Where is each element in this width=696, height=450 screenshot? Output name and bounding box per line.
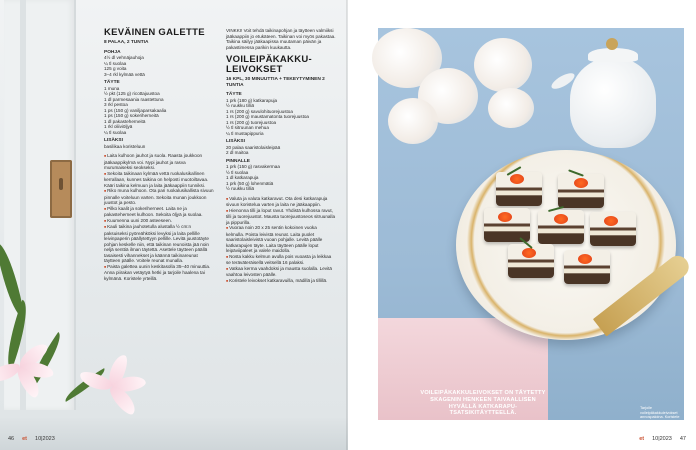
- magazine-brand: et: [22, 436, 28, 442]
- photo-caption: VOILEIPÄKAKKULEIVOKSET ON TÄYTETTY SKAGENIN HENKEEN TAIVAALLISEN HYVÄLLÄ KATKARAPU-TSATSIKITÄYTTEELLÄ.: [420, 390, 546, 417]
- section-heading-tayte: TÄYTE: [104, 80, 120, 85]
- recipe-meta: 16 KPL, 30 MINUUTTIA + TEKEYTYMINEN 2 TUNTIA: [226, 77, 325, 88]
- fish-roe-topping: [574, 178, 588, 188]
- issue-number: 10|2023: [35, 436, 55, 442]
- recipe-step: ■ Laita kulhoon jauhot ja suola. Raasta joukkoon jääkaappikylmä voi. Nypi jauhot ja rasva murumaiseksi seokseksi.: [104, 153, 214, 171]
- recipe-step: ■ Riko muna kulhoon. Ota pari ruokalusikallista sivuun pinnalle voiteluun varten. Sekoita munan joukkoon juustot ja pesto.: [104, 188, 214, 206]
- section-heading-tayte: TÄYTE: [226, 92, 242, 97]
- food-photo: [378, 28, 684, 433]
- page-number: 47: [679, 436, 686, 442]
- recipe-column-galette: [104, 28, 214, 281]
- recipe-step: ■ Vatkaa kerma vaahdoksi ja mausta suolalla. Levitä vaahtoa leivosten päälle.: [226, 266, 336, 278]
- page-number: 46: [8, 436, 15, 442]
- flower-icon: [474, 38, 532, 92]
- recipe-column-voileipakakku: [226, 28, 336, 284]
- recipe-step: ■ Paista galettea uunin keskitasolla 35–40 minuuttia. Anna piirakan vetäytyä hetki ja tarjoile haalena tai kylmänä. Koristele yrteillä.: [104, 264, 214, 282]
- door-hinge: [50, 160, 72, 218]
- fish-roe-topping: [510, 174, 524, 184]
- recipe-text-area: [104, 28, 340, 418]
- flower-icon: [388, 98, 438, 144]
- teapot-icon: [570, 58, 656, 148]
- teapot-knob: [606, 38, 618, 50]
- recipe-step: ■ Nosta kakku kelmun avulla pois vuoasta ja leikkaa se teräväteräisellä veitsellä 16 palaksi.: [226, 254, 336, 266]
- recipe-tip: VINKKI! Voit tehdä taikinapohjan ja täytteen valmiiksi jääkaappiin jo etukäteen. Taikinan voi myös pakastaa. Taikina säilyy jääkaapissa muutaman päivän ja pakastimessa parikin kuukautta.: [226, 28, 336, 50]
- section-heading-pinnalle: PINNALLE: [226, 158, 250, 164]
- section-heading-lisaksi: LISÄKSI: [104, 138, 123, 143]
- magazine-brand: et: [639, 436, 645, 442]
- recipe-title-galette: KEVÄINEN GALETTE: [104, 27, 205, 38]
- fish-roe-topping: [522, 248, 536, 258]
- page-footer-right: [639, 436, 686, 442]
- floor: [0, 418, 348, 450]
- flower-icon: [488, 88, 534, 128]
- serving-tip: Tarjoile voileipäkakkuleivokset annospaloina. Koristele kukin leivos tillillä ja katkaravuilla juuri ennen tarjoilua.: [640, 406, 680, 433]
- ingredients-lisaksi: basilikaa koristeluun: [104, 143, 146, 149]
- section-heading-pohja: POHJA: [104, 49, 121, 55]
- recipe-step: ■ Pilko kaalit ja sokeriherneet. Laita ne ja pakasteherneet kulhoon. Sekoita öljyä ja suolaa.: [104, 206, 214, 218]
- recipe-step: ■ Koristele leivokset katkaravuilla, mädillä ja tillillä.: [226, 278, 336, 285]
- ingredients-pohja: 4½ dl vehnäjauhoja ¼ tl suolaa 125 g voita 3–4 rkl kylmää vettä: [104, 55, 145, 77]
- ingredients-tayte: 1 prk (180 g) katkarapuja ½ ruukku tilliä 1 rs (200 g) savulohituorejuustoa 1 rs (200 g) maustamatonta tuorejuustoa 1 rs (200 g) tuorejuustoa ½ tl sitruunan mehua ¼ tl mustapippuria: [226, 97, 309, 136]
- recipe-step: ■ Kuumenna uuni 200 asteeseen.: [104, 218, 214, 225]
- fish-roe-topping: [604, 216, 618, 226]
- door-molding: [20, 0, 26, 410]
- issue-number: 10|2023: [652, 436, 672, 442]
- recipe-step: ■ Vuoraa noin 20 x 25 sentin kokoinen vuoka kelmulla. Poista leivistä reunat. Laita puolet saaristolaisleivistä vuoan pohjalle. Levitä päälle katkarapujen täyte. Laita täytteen päälle loput leipäviipaleet ja valele maidolla.: [226, 225, 336, 254]
- ingredients-tayte: 1 muna ½ pkt (125 g) ricottajuustoa 1 dl parmesaania raastettuna 3 rkl pestoa 1 ps (150 g) vaniljaparsakaalia 1 ps (150 g) sokeriherneitä 1 dl pakasteherneitä 1 rkl oliiviöljyä ¼ tl suolaa: [104, 85, 167, 135]
- recipe-meta: 8 PALAA, 2 TUNTIA: [104, 40, 149, 45]
- fish-roe-topping: [554, 214, 568, 224]
- ingredients-lisaksi: 20 palaa saaristolaisleipää 2 dl maitoa: [226, 144, 281, 155]
- teapot-lid: [588, 48, 638, 62]
- recipe-step: ■ Valuta ja valuta katkaravut. Ota desi katkarapuja sivuun koristelua varten ja laita ne jääkaappiin.: [226, 196, 336, 208]
- recipe-step: ■ Hienonna tilli ja loput ravut. Yhdistä kulhossa ravut, tilli ja tuorejuustot. Mausta tuorejuustoseos sitruunalla ja pippurilla.: [226, 208, 336, 226]
- fish-roe-topping: [498, 212, 512, 222]
- right-page: [348, 0, 696, 450]
- recipe-title-voileipakakku: VOILEIPÄKAKKU-LEIVOKSET: [226, 54, 313, 75]
- recipe-step: ■ Sekoita taikinaan kylmää vettä ruokalusikallinen kerrallaan, kunnes taikina on helposti muotoiltavaa. Kääri taikina kelmuun ja laita jääkaappiin tunniksi.: [104, 171, 214, 189]
- section-heading-lisaksi: LISÄKSI: [226, 139, 245, 144]
- ingredients-pinnalle: 1 prk (150 g) rasvakermaa ½ tl suolaa 1 dl katkarapuja 1 prk (50 g) lohenmätiä ½ ruukku tilliä: [226, 164, 280, 191]
- fish-roe-topping: [578, 254, 592, 264]
- page-footer-left: [8, 436, 55, 442]
- recipe-step: ■ Kauli taikina jauhotetulla alustalla ½ cm:n paksuiseksi pyöreähköksi levyksi ja laita pellille leivinpaperin päällytettyyn pellille. Levitä juustotäyte pohjan keskelle niin, että taikinan reunoista jää noin neljä senttiä ilman täytettä. Asettele täytteen päällä tasaisesti vihannekset ja käännä taikinareunat täytteen päälle. Voitele reunat munalla.: [104, 224, 214, 264]
